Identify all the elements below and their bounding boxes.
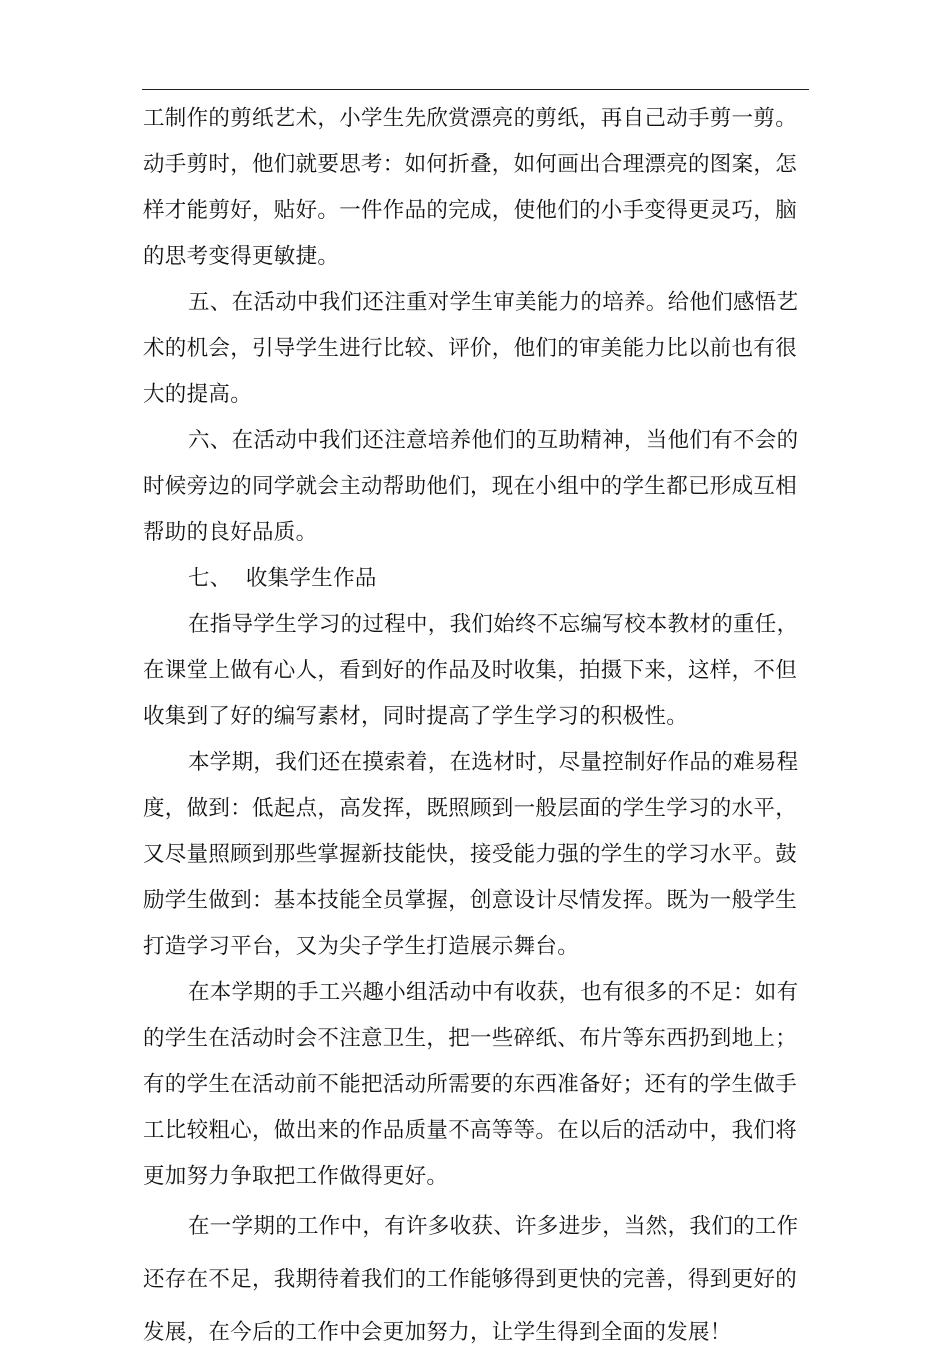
- paragraph-point-six: [143, 418, 815, 556]
- paragraph-continuation: [143, 96, 815, 280]
- text-line: 样才能剪好，贴好。一件作品的完成，使他们的小手变得更灵巧，脑: [143, 198, 798, 223]
- text-line: 七、 收集学生作品: [188, 566, 377, 591]
- text-line: 又尽量照顾到那些掌握新技能快，接受能力强的学生的学习水平。鼓: [143, 842, 798, 867]
- text-line: 在课堂上做有心人，看到好的作品及时收集，拍摄下来，这样，不但: [143, 658, 798, 683]
- paragraph-shortcomings: [143, 970, 815, 1200]
- text-line: 打造学习平台，又为尖子学生打造展示舞台。: [143, 934, 580, 959]
- text-line: 六、在活动中我们还注意培养他们的互助精神，当他们有不会的: [188, 428, 799, 453]
- text-line: 时候旁边的同学就会主动帮助他们，现在小组中的学生都已形成互相: [143, 474, 798, 499]
- paragraph-collect-works: [143, 602, 815, 740]
- text-line: 术的机会，引导学生进行比较、评价，他们的审美能力比以前也有很: [143, 336, 798, 361]
- text-line: 本学期，我们还在摸索着，在选材时，尽量控制好作品的难易程: [188, 750, 799, 775]
- text-line: 的思考变得更敏捷。: [143, 244, 340, 269]
- text-line: 在指导学生学习的过程中，我们始终不忘编写校本教材的重任，: [188, 612, 799, 637]
- text-line: 工制作的剪纸艺术，小学生先欣赏漂亮的剪纸，再自己动手剪一剪。: [143, 106, 798, 131]
- document-body: [143, 96, 815, 1359]
- text-line: 大的提高。: [143, 382, 253, 407]
- paragraph-point-five: [143, 280, 815, 418]
- paragraph-conclusion: [143, 1200, 815, 1359]
- section-heading-seven: [143, 556, 815, 602]
- text-line: 更加努力争取把工作做得更好。: [143, 1164, 449, 1189]
- text-line: 有的学生在活动前不能把活动所需要的东西准备好；还有的学生做手: [143, 1072, 798, 1097]
- text-line: 在本学期的手工兴趣小组活动中有收获，也有很多的不足：如有: [188, 980, 799, 1005]
- text-line: 五、在活动中我们还注重对学生审美能力的培养。给他们感悟艺: [188, 290, 799, 315]
- text-line: 在一学期的工作中，有许多收获、许多进步，当然，我们的工作: [188, 1214, 799, 1239]
- header-rule: [142, 89, 809, 90]
- text-line: 励学生做到：基本技能全员掌握，创意设计尽情发挥。既为一般学生: [143, 888, 798, 913]
- text-line: 还存在不足，我期待着我们的工作能够得到更快的完善，得到更好的: [143, 1267, 798, 1292]
- text-line: 动手剪时，他们就要思考：如何折叠，如何画出合理漂亮的图案，怎: [143, 152, 798, 177]
- text-line: 帮助的良好品质。: [143, 520, 318, 545]
- text-line: 的学生在活动时会不注意卫生，把一些碎纸、布片等东西扔到地上；: [143, 1026, 798, 1051]
- text-line: 工比较粗心，做出来的作品质量不高等等。在以后的活动中，我们将: [143, 1118, 798, 1143]
- text-line: 收集到了好的编写素材，同时提高了学生学习的积极性。: [143, 704, 689, 729]
- paragraph-this-semester: [143, 740, 815, 970]
- text-line: 度，做到：低起点，高发挥，既照顾到一般层面的学生学习的水平，: [143, 796, 798, 821]
- text-line: 发展，在今后的工作中会更加努力，让学生得到全面的发展！: [143, 1320, 732, 1345]
